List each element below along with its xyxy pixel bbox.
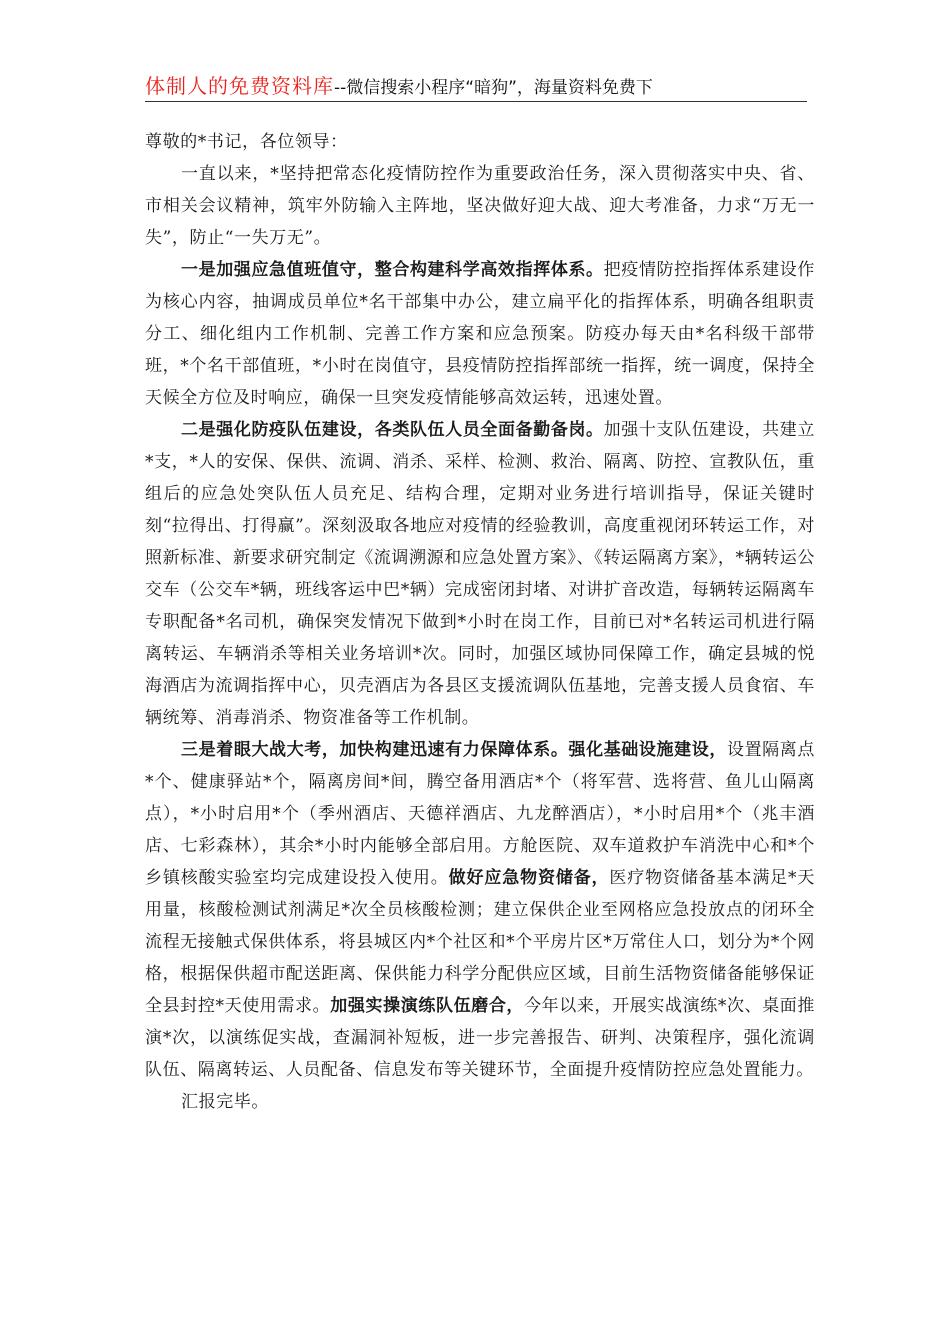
section-3-sub3-text: 今年以来，开展实战演练*次、桌面推演*次，以演练促实战，查漏洞补短板，进一步完善报告、研判、决策程序，强化流调队伍、隔离转运、人员配备、信息发布等关键环节，全面提升疫情防控应急处置能力。 <box>145 996 816 1080</box>
salutation: 尊敬的*书记，各位领导： <box>145 132 348 152</box>
document-body <box>145 126 815 1118</box>
section-1-paragraph <box>145 254 815 414</box>
section-3-sub2-text: 医疗物资储备基本满足*天用量，核酸检测试剂满足*次全员核酸检测；建立保供企业至网格应急投放点的闭环全流程无接触式保供体系，将县城区内*个社区和*个平房片区*万常住人口，划分为*个网格，根据保供超市配送距离、保供能力科学分配供应区域，目前生活物资储备能够保证全县封控*天使用需求。 <box>145 868 816 1016</box>
page-header <box>145 70 805 104</box>
section-2-heading: 二是强化防疫队伍建设，各类队伍人员全面备勤备岗。 <box>181 420 604 440</box>
section-3-sub3-heading: 加强实操演练队伍磨合， <box>330 996 525 1016</box>
section-3-paragraph <box>145 734 815 1086</box>
header-brand: 体制人的免费资料库 <box>145 74 334 98</box>
section-1-heading: 一是加强应急值班值守，整合构建科学高效指挥体系。 <box>181 260 604 280</box>
section-3-sub1-heading: 强化基础设施建设， <box>568 740 727 760</box>
header-note: --微信搜索小程序“暗狗”，海量资料免费下 <box>334 78 653 98</box>
section-1-text: 把疫情防控指挥体系建设作为核心内容，抽调成员单位*名干部集中办公，建立扁平化的指挥体系，明确各组职责分工、细化组内工作机制、完善工作方案和应急预案。防疫办每天由*名科级干部带班，*个名干部值班，*小时在岗值守，县疫情防控指挥部统一指挥，统一调度，保持全天候全方位及时响应，确保一旦突发疫情能够高效运转，迅速处置。 <box>145 260 815 408</box>
section-2-text: 加强十支队伍建设，共建立*支，*人的安保、保供、流调、消杀、采样、检测、救治、隔离、防控、宣教队伍，重组后的应急处突队伍人员充足、结构合理，定期对业务进行培训指导，保证关键时刻“拉得出、打得赢”。深刻汲取各地应对疫情的经验教训，高度重视闭环转运工作，对照新标准、新要求研究制定《流调溯源和应急处置方案》、《转运隔离方案》，*辆转运公交车（公交车*辆，班线客运中巴*辆）完成密闭封堵、对讲扩音改造，每辆转运隔离车专职配备*名司机，确保突发情况下做到*小时在岗工作，目前已对*名转运司机进行隔离转运、车辆消杀等相关业务培训*次。同时，加强区域协同保障工作，确定县城的悦海酒店为流调指挥中心，贝壳酒店为各县区支援流调队伍基地，完善支援人员食宿、车辆统筹、消毒消杀、物资准备等工作机制。 <box>145 420 815 728</box>
section-3-heading: 三是着眼大战大考，加快构建迅速有力保障体系。 <box>181 740 569 760</box>
section-3-sub1-text: 设置隔离点*个、健康驿站*个，隔离房间*间，腾空备用酒店*个（将军营、选将营、鱼儿山隔离点），*小时启用*个（季州酒店、天德祥酒店、九龙醉酒店），*小时启用*个（兆丰酒店、七彩森林），其余*小时内能够全部启用。方舱医院、双车道救护车消洗中心和*个乡镇核酸实验室均完成建设投入使用。 <box>145 740 815 888</box>
header-divider <box>145 101 807 102</box>
section-2-paragraph <box>145 414 815 734</box>
section-3-sub2-heading: 做好应急物资储备， <box>448 868 610 888</box>
closing-line: 汇报完毕。 <box>181 1092 269 1112</box>
intro-paragraph: 一直以来，*坚持把常态化疫情防控作为重要政治任务，深入贯彻落实中央、省、市相关会议精神，筑牢外防输入主阵地，坚决做好迎大战、迎大考准备，力求“万无一失”，防止“一失万无”。 <box>145 164 815 248</box>
